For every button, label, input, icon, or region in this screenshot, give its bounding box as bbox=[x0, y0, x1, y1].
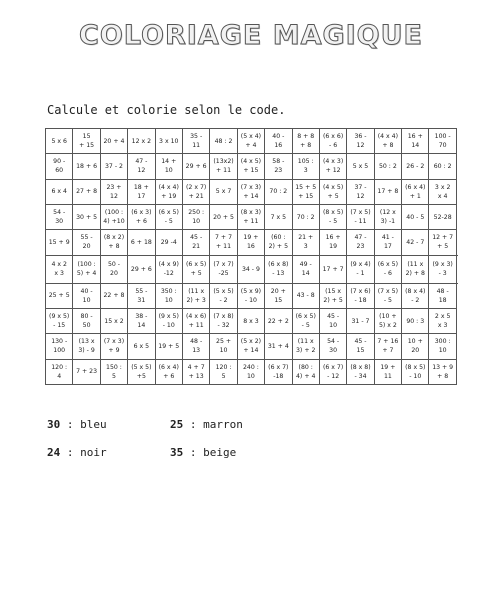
grid-cell[interactable]: 36 - 12 bbox=[347, 129, 374, 154]
legend-separator: : bbox=[183, 418, 204, 431]
grid-cell[interactable]: 54 - 30 bbox=[46, 204, 73, 229]
legend-number: 25 bbox=[170, 418, 184, 431]
grid-cell[interactable]: (8 x 3) + 11 bbox=[237, 204, 264, 229]
grid-cell[interactable]: 105 : 3 bbox=[292, 154, 319, 179]
grid-cell[interactable]: 7 + 23 bbox=[73, 359, 100, 384]
grid-cell[interactable]: 47 - 23 bbox=[347, 230, 374, 255]
grid-cell[interactable]: (8 x 4) - 2 bbox=[402, 283, 429, 308]
grid-row bbox=[46, 359, 457, 384]
grid-cell[interactable]: 34 - 9 bbox=[237, 255, 264, 283]
grid-cell[interactable]: 22 + 2 bbox=[265, 308, 292, 333]
grid-cell[interactable]: 29 + 6 bbox=[182, 154, 209, 179]
grid-cell[interactable]: 45 - 15 bbox=[347, 334, 374, 359]
grid-cell[interactable]: 40 - 5 bbox=[402, 204, 429, 229]
grid-cell[interactable]: 90 : 3 bbox=[402, 308, 429, 333]
grid-cell[interactable]: (4 x 4) + 19 bbox=[155, 179, 182, 204]
grid-cell[interactable]: 48 - 13 bbox=[182, 334, 209, 359]
legend-number: 24 bbox=[47, 446, 61, 459]
grid-cell[interactable]: 17 + 7 bbox=[319, 255, 346, 283]
grid-cell[interactable]: 42 - 7 bbox=[402, 230, 429, 255]
grid-cell[interactable]: (9 x 4) - 1 bbox=[347, 255, 374, 283]
grid-cell[interactable]: 90 - 60 bbox=[46, 154, 73, 179]
grid-cell[interactable]: (5 x 9) - 10 bbox=[237, 283, 264, 308]
grid-cell[interactable]: 41 - 17 bbox=[374, 230, 401, 255]
grid-cell[interactable]: (4 x 4) + 8 bbox=[374, 129, 401, 154]
grid-cell[interactable]: (7 x 6) - 18 bbox=[347, 283, 374, 308]
grid-cell[interactable]: (8 x 5) - 10 bbox=[402, 359, 429, 384]
grid-cell[interactable]: 7 + 16 + 7 bbox=[374, 334, 401, 359]
page-title: COLORIAGE MAGIQUE bbox=[79, 20, 423, 51]
grid-cell[interactable]: (13 x 3) - 9 bbox=[73, 334, 100, 359]
grid-cell[interactable]: (7 x 5) - 5 bbox=[374, 283, 401, 308]
legend-item-noir bbox=[47, 446, 107, 459]
grid-cell[interactable]: (6 x 4) + 6 bbox=[155, 359, 182, 384]
grid-cell[interactable]: (11 x 3) + 2 bbox=[292, 334, 319, 359]
grid-cell[interactable]: 40 - 10 bbox=[73, 283, 100, 308]
grid-cell[interactable]: 49 - 14 bbox=[292, 255, 319, 283]
grid-cell[interactable]: 22 + 8 bbox=[100, 283, 127, 308]
grid-cell[interactable]: 15 + 15 bbox=[73, 129, 100, 154]
grid-row bbox=[46, 334, 457, 359]
grid-cell[interactable]: 38 - 14 bbox=[128, 308, 155, 333]
grid-cell[interactable]: 35 - 11 bbox=[182, 129, 209, 154]
grid-cell[interactable]: 16 + 19 bbox=[319, 230, 346, 255]
grid-cell[interactable]: (80 : 4) + 4 bbox=[292, 359, 319, 384]
grid-cell[interactable]: (5 x 5) - 2 bbox=[210, 283, 237, 308]
grid-cell[interactable]: 4 x 2 x 3 bbox=[46, 255, 73, 283]
coloring-grid bbox=[45, 128, 457, 385]
grid-cell[interactable]: 5 x 7 bbox=[210, 179, 237, 204]
grid-cell[interactable]: 20 + 15 bbox=[265, 283, 292, 308]
grid-row bbox=[46, 204, 457, 229]
grid-cell[interactable]: 17 + 8 bbox=[374, 179, 401, 204]
grid-row bbox=[46, 283, 457, 308]
grid-cell[interactable]: (5 x 4) + 4 bbox=[237, 129, 264, 154]
grid-cell[interactable]: (100 : 4) +10 bbox=[100, 204, 127, 229]
grid-cell[interactable]: 18 + 17 bbox=[128, 179, 155, 204]
grid-cell[interactable]: 31 - 7 bbox=[347, 308, 374, 333]
grid-cell[interactable]: 25 + 10 bbox=[210, 334, 237, 359]
grid-cell[interactable]: 16 + 14 bbox=[402, 129, 429, 154]
grid-row bbox=[46, 179, 457, 204]
grid-cell[interactable]: 31 + 4 bbox=[265, 334, 292, 359]
grid-cell[interactable]: (6 x 5) - 5 bbox=[292, 308, 319, 333]
legend-color-name: marron bbox=[203, 418, 243, 431]
grid-cell[interactable]: 15 + 5 + 15 bbox=[292, 179, 319, 204]
grid-row bbox=[46, 308, 457, 333]
grid-cell[interactable]: 30 + 5 bbox=[73, 204, 100, 229]
grid-cell[interactable]: (15 x 2) + 5 bbox=[319, 283, 346, 308]
legend-number: 30 bbox=[47, 418, 61, 431]
grid-cell[interactable]: 5 x 5 bbox=[347, 154, 374, 179]
grid-cell[interactable]: 15 x 2 bbox=[100, 308, 127, 333]
grid-cell[interactable]: 45 - 21 bbox=[182, 230, 209, 255]
instruction-text: Calcule et colorie selon le code. bbox=[47, 103, 286, 117]
grid-cell[interactable]: 80 - 50 bbox=[73, 308, 100, 333]
grid-cell[interactable]: (6 x 5) - 6 bbox=[374, 255, 401, 283]
legend-color-name: beige bbox=[203, 446, 237, 459]
grid-cell[interactable]: 6 x 5 bbox=[128, 334, 155, 359]
grid-cell[interactable]: 55 - 20 bbox=[73, 230, 100, 255]
grid-cell[interactable]: 29 -4 bbox=[155, 230, 182, 255]
legend-separator: : bbox=[60, 446, 81, 459]
grid-cell[interactable]: 50 - 20 bbox=[100, 255, 127, 283]
grid-cell[interactable]: 250 : 10 bbox=[182, 204, 209, 229]
grid-cell[interactable]: 60 : 2 bbox=[429, 154, 456, 179]
grid-cell[interactable]: 10 + 20 bbox=[402, 334, 429, 359]
grid-cell[interactable]: 6 + 18 bbox=[128, 230, 155, 255]
grid-cell[interactable]: 240 : 10 bbox=[237, 359, 264, 384]
grid-cell[interactable]: 19 + 11 bbox=[374, 359, 401, 384]
grid-cell[interactable]: 13 + 9 + 8 bbox=[429, 359, 456, 384]
grid-cell[interactable]: (6 x 6) - 6 bbox=[319, 129, 346, 154]
grid-cell[interactable]: 50 : 2 bbox=[374, 154, 401, 179]
grid-cell[interactable]: (7 x 7) -25 bbox=[210, 255, 237, 283]
grid-cell[interactable]: 27 + 8 bbox=[73, 179, 100, 204]
grid-cell[interactable]: (4 x 6) + 11 bbox=[182, 308, 209, 333]
legend-color-name: bleu bbox=[80, 418, 107, 431]
grid-cell[interactable]: 2 x 5 x 3 bbox=[429, 308, 456, 333]
grid-cell[interactable]: (12 x 3) -1 bbox=[374, 204, 401, 229]
legend-color-name: noir bbox=[80, 446, 107, 459]
grid-cell[interactable]: 47 - 12 bbox=[128, 154, 155, 179]
grid-cell[interactable]: 130 - 100 bbox=[46, 334, 73, 359]
grid-cell[interactable]: (7 x 8) - 32 bbox=[210, 308, 237, 333]
grid-cell[interactable]: (6 x 8) - 13 bbox=[265, 255, 292, 283]
grid-cell[interactable]: 19 + 16 bbox=[237, 230, 264, 255]
grid-row bbox=[46, 230, 457, 255]
grid-cell[interactable]: 14 + 10 bbox=[155, 154, 182, 179]
grid-cell[interactable]: 20 + 4 bbox=[100, 129, 127, 154]
legend-separator: : bbox=[60, 418, 81, 431]
grid-cell[interactable]: 350 : 10 bbox=[155, 283, 182, 308]
grid-cell[interactable]: (6 x 5) - 5 bbox=[155, 204, 182, 229]
grid-cell[interactable]: 12 + 7 + 5 bbox=[429, 230, 456, 255]
grid-cell[interactable]: (7 x 3) + 14 bbox=[237, 179, 264, 204]
grid-cell[interactable]: (4 x 5) + 15 bbox=[237, 154, 264, 179]
grid-cell[interactable]: 25 + 5 bbox=[46, 283, 73, 308]
grid-cell[interactable]: 19 + 5 bbox=[155, 334, 182, 359]
grid-cell[interactable]: (6 x 4) + 1 bbox=[402, 179, 429, 204]
grid-row bbox=[46, 255, 457, 283]
grid-cell[interactable]: 43 - 8 bbox=[292, 283, 319, 308]
grid-cell[interactable]: 37 - 2 bbox=[100, 154, 127, 179]
grid-cell[interactable]: 54 - 30 bbox=[319, 334, 346, 359]
grid-cell[interactable]: 58 - 23 bbox=[265, 154, 292, 179]
grid-cell[interactable]: (6 x 3) + 6 bbox=[128, 204, 155, 229]
grid-cell[interactable]: (8 x 2) + 8 bbox=[100, 230, 127, 255]
grid-cell[interactable]: 21 + 3 bbox=[292, 230, 319, 255]
grid-cell[interactable]: (6 x 7) - 12 bbox=[319, 359, 346, 384]
grid-cell[interactable]: 26 - 2 bbox=[402, 154, 429, 179]
grid-cell[interactable]: 8 x 3 bbox=[237, 308, 264, 333]
grid-cell[interactable]: 48 - 18 bbox=[429, 283, 456, 308]
grid-cell[interactable]: 55 - 31 bbox=[128, 283, 155, 308]
grid-cell[interactable]: 70 : 2 bbox=[265, 179, 292, 204]
grid-cell[interactable]: 4 + 7 + 13 bbox=[182, 359, 209, 384]
grid-cell[interactable]: 8 + 8 + 8 bbox=[292, 129, 319, 154]
grid-cell[interactable]: 6 x 4 bbox=[46, 179, 73, 204]
grid-cell[interactable]: 48 : 2 bbox=[210, 129, 237, 154]
grid-cell[interactable]: 120 : 4 bbox=[46, 359, 73, 384]
grid-cell[interactable]: 70 : 2 bbox=[292, 204, 319, 229]
grid-cell[interactable]: (100 : 5) + 4 bbox=[73, 255, 100, 283]
grid-cell[interactable]: (4 x 9) -12 bbox=[155, 255, 182, 283]
grid-cell[interactable]: 150 : 5 bbox=[100, 359, 127, 384]
grid-cell[interactable]: (9 x 5) - 15 bbox=[46, 308, 73, 333]
grid-cell[interactable]: 5 x 6 bbox=[46, 129, 73, 154]
grid-cell[interactable]: (13x2) + 11 bbox=[210, 154, 237, 179]
grid-row bbox=[46, 154, 457, 179]
grid-cell[interactable]: (9 x 5) - 10 bbox=[155, 308, 182, 333]
grid-cell[interactable]: 29 + 6 bbox=[128, 255, 155, 283]
grid-cell[interactable]: (7 x 3) + 9 bbox=[100, 334, 127, 359]
legend-item-bleu bbox=[47, 418, 107, 431]
grid-cell[interactable]: 3 x 10 bbox=[155, 129, 182, 154]
grid-cell[interactable]: 120 : 5 bbox=[210, 359, 237, 384]
grid-cell[interactable]: 20 + 5 bbox=[210, 204, 237, 229]
grid-row bbox=[46, 129, 457, 154]
grid-cell[interactable]: (4 x 5) + 5 bbox=[319, 179, 346, 204]
grid-cell[interactable]: 7 + 7 + 11 bbox=[210, 230, 237, 255]
grid-cell[interactable]: (11 x 2) + 8 bbox=[402, 255, 429, 283]
grid-cell[interactable]: (7 x 5) - 11 bbox=[347, 204, 374, 229]
grid-cell[interactable]: (8 x 5) - 5 bbox=[319, 204, 346, 229]
grid-cell[interactable]: 7 x 5 bbox=[265, 204, 292, 229]
grid-cell[interactable]: 52-28 bbox=[429, 204, 456, 229]
grid-cell[interactable]: (11 x 2) + 3 bbox=[182, 283, 209, 308]
grid-cell[interactable]: (10 + 5) x 2 bbox=[374, 308, 401, 333]
grid-cell[interactable]: (9 x 3) - 3 bbox=[429, 255, 456, 283]
grid-cell[interactable]: 15 + 9 bbox=[46, 230, 73, 255]
grid-cell[interactable]: 300 : 10 bbox=[429, 334, 456, 359]
grid-cell[interactable]: (6 x 7) -18 bbox=[265, 359, 292, 384]
grid-cell[interactable]: (2 x 7) + 21 bbox=[182, 179, 209, 204]
legend-item-beige bbox=[170, 446, 236, 459]
grid-cell[interactable]: (5 x 2) + 14 bbox=[237, 334, 264, 359]
legend-number: 35 bbox=[170, 446, 184, 459]
grid-cell[interactable]: 40 - 16 bbox=[265, 129, 292, 154]
grid-cell[interactable]: (8 x 8) - 34 bbox=[347, 359, 374, 384]
grid-cell[interactable]: 18 + 6 bbox=[73, 154, 100, 179]
legend-separator: : bbox=[183, 446, 204, 459]
grid-cell[interactable]: 100 - 70 bbox=[429, 129, 456, 154]
grid-cell[interactable]: (5 x 5) +5 bbox=[128, 359, 155, 384]
grid-cell[interactable]: (60 : 2) + 5 bbox=[265, 230, 292, 255]
grid-cell[interactable]: 37 - 12 bbox=[347, 179, 374, 204]
grid-cell[interactable]: 45 - 10 bbox=[319, 308, 346, 333]
grid-cell[interactable]: 3 x 2 x 4 bbox=[429, 179, 456, 204]
legend-item-marron bbox=[170, 418, 243, 431]
grid-cell[interactable]: (4 x 3) + 12 bbox=[319, 154, 346, 179]
grid-cell[interactable]: (6 x 5) + 5 bbox=[182, 255, 209, 283]
grid-cell[interactable]: 12 x 2 bbox=[128, 129, 155, 154]
grid-cell[interactable]: 23 + 12 bbox=[100, 179, 127, 204]
